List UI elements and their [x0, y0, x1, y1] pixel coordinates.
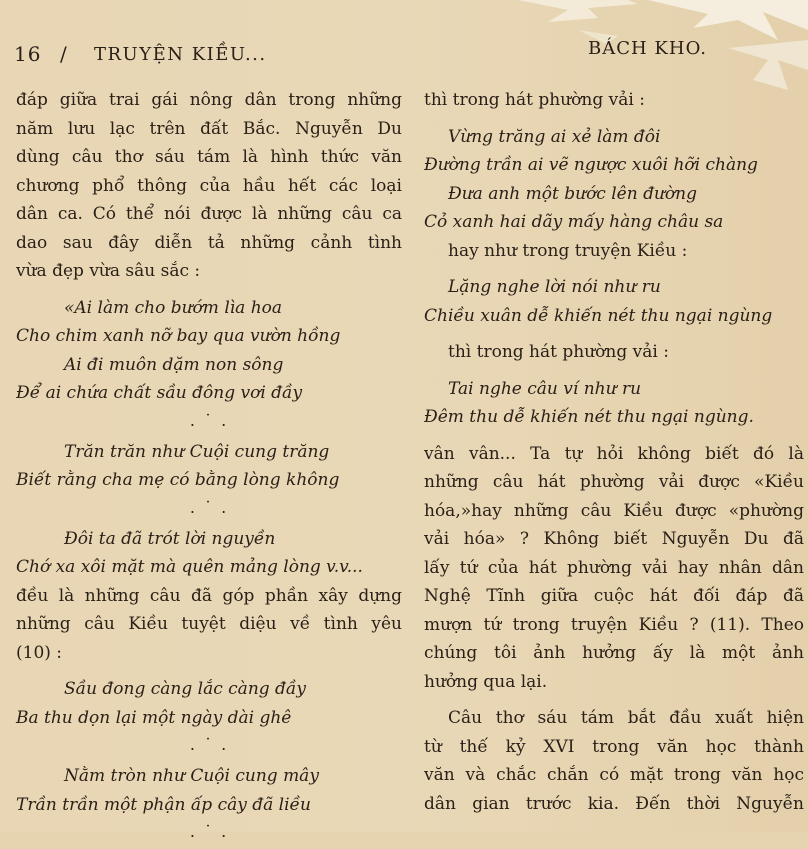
text-line: chúng tôi ảnh hưởng ấy là một ảnh — [424, 643, 804, 663]
left-column — [16, 86, 402, 849]
section-separator: . ˙ . — [189, 497, 229, 517]
text-line: vừa đẹp vừa sâu sắc : — [16, 261, 201, 281]
text-line: vải hóa» ? Không biết Nguyễn Du đã — [424, 529, 804, 549]
text-line: chương phổ thông của hầu hết các loại — [16, 175, 402, 196]
magazine-name: BÁCH KHO. — [588, 38, 707, 59]
text-line: dân gian trước kia. Đến thời Nguyễn — [424, 793, 804, 814]
page-number: 16 — [14, 42, 42, 66]
text-line: đều là những câu đã góp phần xây dựng — [16, 585, 402, 606]
text-line: hưởng qua lại. — [424, 671, 548, 692]
text-line: hóa,»hay những câu Kiều được «phường — [424, 500, 804, 521]
text-line: hay như trong truyện Kiều : — [448, 240, 688, 261]
verse-line: Vừng trăng ai xẻ làm đôi — [448, 126, 661, 147]
verse-line: Trần trần một phận ấp cây đã liều — [16, 794, 311, 815]
text-line: lấy tứ của hát phường vải hay nhân dân — [424, 557, 804, 578]
verse-line: Lặng nghe lời nói như ru — [448, 277, 661, 297]
verse-line: Chớ xa xôi mặt mà quên mảng lòng v.v... — [16, 557, 363, 577]
text-line: dùng câu thơ sáu tám là hình thức văn — [16, 147, 402, 167]
verse-line: Ai đi muôn dặm non sông — [64, 354, 284, 375]
header-separator: / — [60, 42, 68, 66]
verse-line: Để ai chứa chất sầu đông vơi đầy — [16, 383, 303, 403]
verse-line: Đêm thu dễ khiến nét thu ngại ngùng. — [424, 407, 754, 427]
verse-line: Đưa anh một bước lên đường — [448, 183, 697, 204]
text-line: văn và chắc chắn có mặt trong văn học — [424, 765, 804, 785]
text-line: Câu thơ sáu tám bắt đầu xuất hiện — [448, 708, 804, 728]
page-header — [0, 38, 808, 70]
verse-line: Cỏ xanh hai dãy mấy hàng châu sa — [424, 212, 724, 232]
running-title: TRUYỆN KIỀU... — [94, 44, 267, 65]
verse-line: Tai nghe câu ví như ru — [448, 378, 642, 399]
text-line: thì trong hát phường vải : — [424, 90, 645, 110]
verse-line: Biết rằng cha mẹ có bằng lòng không — [16, 470, 340, 490]
text-line: Nghệ Tĩnh giữa cuộc hát đối đáp đã — [424, 586, 804, 606]
text-line: từ thế kỷ XVI trong văn học thành — [424, 736, 804, 757]
verse-line: Trăn trăn như Cuội cung trăng — [64, 441, 330, 462]
text-line: những câu Kiều tuyệt diệu về tình yêu — [16, 614, 402, 634]
text-line: đáp giữa trai gái nông dân trong những — [16, 90, 402, 110]
text-line: vân vân... Ta tự hỏi không biết đó là — [424, 443, 804, 464]
verse-line: «Ai làm cho bướm lìa hoa — [64, 297, 283, 318]
text-line: (10) : — [16, 642, 63, 663]
verse-line: Ba thu dọn lại một ngày dài ghê — [16, 707, 292, 728]
section-separator: . ˙ . — [189, 735, 229, 754]
text-line: năm lưu lạc trên đất Bắc. Nguyễn Du — [16, 118, 402, 139]
right-column — [424, 86, 804, 818]
text-line: mượn tứ trong truyện Kiều ? (11). Theo — [424, 614, 804, 635]
verse-line: Chiều xuân dễ khiến nét thu ngại ngùng — [424, 305, 773, 326]
verse-line: Sầu đong càng lắc càng đầy — [64, 679, 306, 699]
verse-line: Đôi ta đã trót lời nguyền — [64, 528, 276, 549]
text-line: những câu hát phường vải được «Kiều — [424, 472, 804, 492]
verse-line: Nằm tròn như Cuội cung mây — [64, 766, 319, 786]
section-separator: . ˙ . — [189, 410, 229, 430]
verse-line: Đường trần ai vẽ ngược xuôi hỡi chàng — [424, 155, 758, 175]
text-line: thì trong hát phường vải : — [448, 342, 669, 362]
text-line: dân ca. Có thể nói được là những câu ca — [16, 204, 402, 224]
verse-line: Cho chim xanh nỡ bay qua vườn hồng — [16, 326, 341, 346]
text-line: dao sau đây diễn tả những cảnh tình — [16, 232, 402, 253]
section-separator: . ˙ . — [189, 822, 229, 841]
